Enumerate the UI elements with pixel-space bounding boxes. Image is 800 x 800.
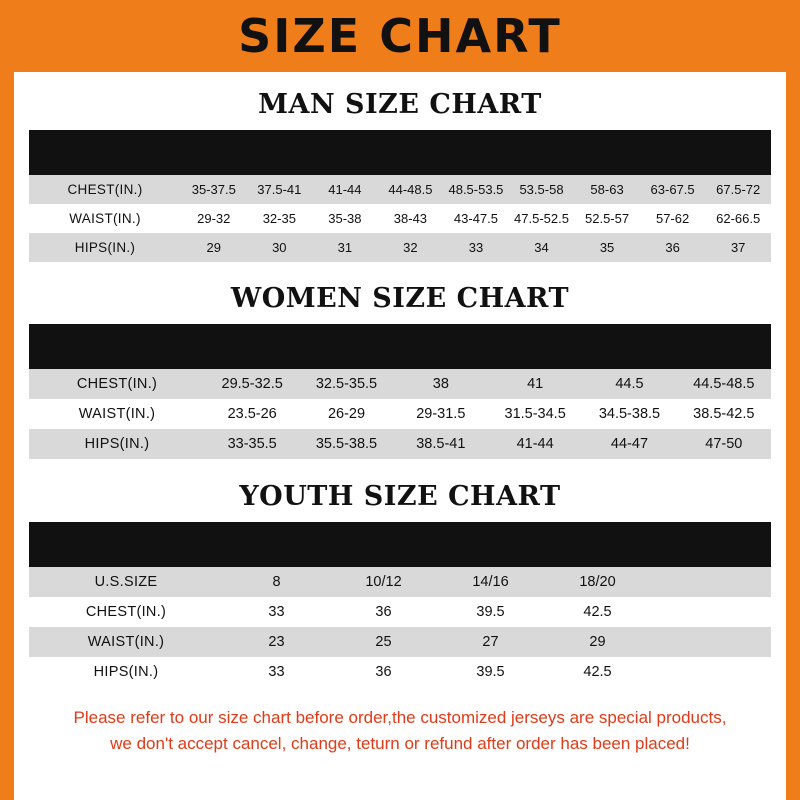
women-header-m: M <box>394 324 488 369</box>
table-header-row <box>29 522 771 567</box>
men-waist-xl: 38-43 <box>378 204 444 233</box>
youth-size-table <box>29 522 771 687</box>
youth-hips-xl: 42.5 <box>544 657 651 687</box>
women-hips-s: 35.5-38.5 <box>299 429 393 459</box>
women-chest-l: 41 <box>488 369 582 399</box>
men-header-4xl: 4XL <box>574 130 640 175</box>
women-chest-s: 32.5-35.5 <box>299 369 393 399</box>
men-row-waist-label: WAIST(IN.) <box>29 204 181 233</box>
table-row <box>29 175 771 204</box>
men-waist-m: 32-35 <box>247 204 313 233</box>
women-chest-xs: 29.5-32.5 <box>205 369 299 399</box>
men-chest-4xl: 58-63 <box>574 175 640 204</box>
men-table-head <box>29 130 771 175</box>
youth-hips-m: 36 <box>330 657 437 687</box>
women-header-xxl: XXL <box>677 324 771 369</box>
banner <box>0 0 800 72</box>
women-hips-xl: 44-47 <box>582 429 676 459</box>
men-hips-2xl: 33 <box>443 233 509 262</box>
youth-table-body <box>29 567 771 687</box>
youth-row-hips-label: HIPS(IN.) <box>29 657 223 687</box>
men-hips-5xl: 36 <box>640 233 706 262</box>
men-waist-4xl: 52.5-57 <box>574 204 640 233</box>
men-waist-l: 35-38 <box>312 204 378 233</box>
men-row-hips-label: HIPS(IN.) <box>29 233 181 262</box>
youth-row-waist-label: WAIST(IN.) <box>29 627 223 657</box>
content <box>14 89 786 756</box>
women-waist-xs: 23.5-26 <box>205 399 299 429</box>
women-hips-xxl: 47-50 <box>677 429 771 459</box>
table-row <box>29 369 771 399</box>
youth-waist-m: 25 <box>330 627 437 657</box>
youth-header-l: YTH L <box>437 522 544 567</box>
women-hips-xs: 33-35.5 <box>205 429 299 459</box>
youth-chest-m: 36 <box>330 597 437 627</box>
men-chest-3xl: 53.5-58 <box>509 175 575 204</box>
women-section-title: WOMEN SIZE CHART <box>230 283 570 314</box>
men-waist-5xl: 57-62 <box>640 204 706 233</box>
youth-section-title: YOUTH SIZE CHART <box>239 481 561 512</box>
table-row <box>29 204 771 233</box>
women-chest-m: 38 <box>394 369 488 399</box>
men-chest-m: 37.5-41 <box>247 175 313 204</box>
youth-chest-l: 39.5 <box>437 597 544 627</box>
women-header-s: S <box>299 324 393 369</box>
table-row <box>29 597 771 627</box>
women-waist-l: 31.5-34.5 <box>488 399 582 429</box>
women-table-head <box>29 324 771 369</box>
table-row <box>29 399 771 429</box>
youth-waist-xl: 29 <box>544 627 651 657</box>
men-header-s: S <box>181 130 247 175</box>
youth-waist-spacer <box>651 627 771 657</box>
women-table-body <box>29 369 771 459</box>
table-header-row <box>29 324 771 369</box>
women-chest-xl: 44.5 <box>582 369 676 399</box>
youth-hips-l: 39.5 <box>437 657 544 687</box>
youth-header-spacer <box>651 522 771 567</box>
men-chest-s: 35-37.5 <box>181 175 247 204</box>
men-chest-5xl: 63-67.5 <box>640 175 706 204</box>
women-header-xs: XS <box>205 324 299 369</box>
youth-ussize-m: 10/12 <box>330 567 437 597</box>
men-chest-6xl: 67.5-72 <box>705 175 771 204</box>
men-chest-xl: 44-48.5 <box>378 175 444 204</box>
women-waist-xxl: 38.5-42.5 <box>677 399 771 429</box>
women-waist-m: 29-31.5 <box>394 399 488 429</box>
youth-chest-s: 33 <box>223 597 330 627</box>
men-hips-3xl: 34 <box>509 233 575 262</box>
men-chest-2xl: 48.5-53.5 <box>443 175 509 204</box>
men-waist-s: 29-32 <box>181 204 247 233</box>
men-row-chest-label: CHEST(IN.) <box>29 175 181 204</box>
men-waist-3xl: 47.5-52.5 <box>509 204 575 233</box>
women-hips-m: 38.5-41 <box>394 429 488 459</box>
women-row-chest-label: CHEST(IN.) <box>29 369 205 399</box>
youth-header-label: YOUTH <box>29 522 223 567</box>
men-header-2xl: 2XL <box>443 130 509 175</box>
men-header-l: L <box>312 130 378 175</box>
youth-ussize-s: 8 <box>223 567 330 597</box>
men-header-3xl: 3XL <box>509 130 575 175</box>
women-waist-xl: 34.5-38.5 <box>582 399 676 429</box>
table-row <box>29 567 771 597</box>
youth-header-xl: YTH XL <box>544 522 651 567</box>
men-hips-6xl: 37 <box>705 233 771 262</box>
men-table-body <box>29 175 771 262</box>
youth-chest-spacer <box>651 597 771 627</box>
men-hips-m: 30 <box>247 233 313 262</box>
order-policy-note-line2: we don't accept cancel, change, teturn or refund after order has been placed! <box>110 733 690 753</box>
men-header-6xl: 6XL <box>705 130 771 175</box>
youth-row-ussize-label: U.S.SIZE <box>29 567 223 597</box>
women-waist-s: 26-29 <box>299 399 393 429</box>
women-row-hips-label: HIPS(IN.) <box>29 429 205 459</box>
women-header-l: L <box>488 324 582 369</box>
women-row-waist-label: WAIST(IN.) <box>29 399 205 429</box>
youth-chest-xl: 42.5 <box>544 597 651 627</box>
youth-row-chest-label: CHEST(IN.) <box>29 597 223 627</box>
order-policy-note-line1: Please refer to our size chart before order,the customized jerseys are special products, <box>73 708 727 727</box>
men-header-m: M <box>247 130 313 175</box>
men-size-table <box>29 130 771 262</box>
youth-waist-s: 23 <box>223 627 330 657</box>
men-waist-6xl: 62-66.5 <box>705 204 771 233</box>
men-hips-4xl: 35 <box>574 233 640 262</box>
youth-hips-spacer <box>651 657 771 687</box>
banner-title: SIZE CHART <box>238 9 562 63</box>
men-waist-2xl: 43-47.5 <box>443 204 509 233</box>
women-chest-xxl: 44.5-48.5 <box>677 369 771 399</box>
women-size-table <box>29 324 771 459</box>
youth-ussize-xl: 18/20 <box>544 567 651 597</box>
men-header-5xl: 5XL <box>640 130 706 175</box>
youth-waist-l: 27 <box>437 627 544 657</box>
youth-table-head <box>29 522 771 567</box>
women-header-label: WOMEN'S <box>29 324 205 369</box>
table-row <box>29 429 771 459</box>
table-row <box>29 657 771 687</box>
table-row <box>29 233 771 262</box>
men-header-label: MEN'S <box>29 130 181 175</box>
table-header-row <box>29 130 771 175</box>
men-section-title: MAN SIZE CHART <box>258 89 542 120</box>
table-row <box>29 627 771 657</box>
youth-ussize-spacer <box>651 567 771 597</box>
men-hips-l: 31 <box>312 233 378 262</box>
women-hips-l: 41-44 <box>488 429 582 459</box>
youth-header-m: YTH M <box>330 522 437 567</box>
women-header-xl: XL <box>582 324 676 369</box>
men-chest-l: 41-44 <box>312 175 378 204</box>
men-hips-s: 29 <box>181 233 247 262</box>
men-header-xl: XL <box>378 130 444 175</box>
youth-header-s: YTH S <box>223 522 330 567</box>
youth-hips-s: 33 <box>223 657 330 687</box>
men-hips-xl: 32 <box>378 233 444 262</box>
youth-ussize-l: 14/16 <box>437 567 544 597</box>
order-policy-note <box>26 705 774 756</box>
